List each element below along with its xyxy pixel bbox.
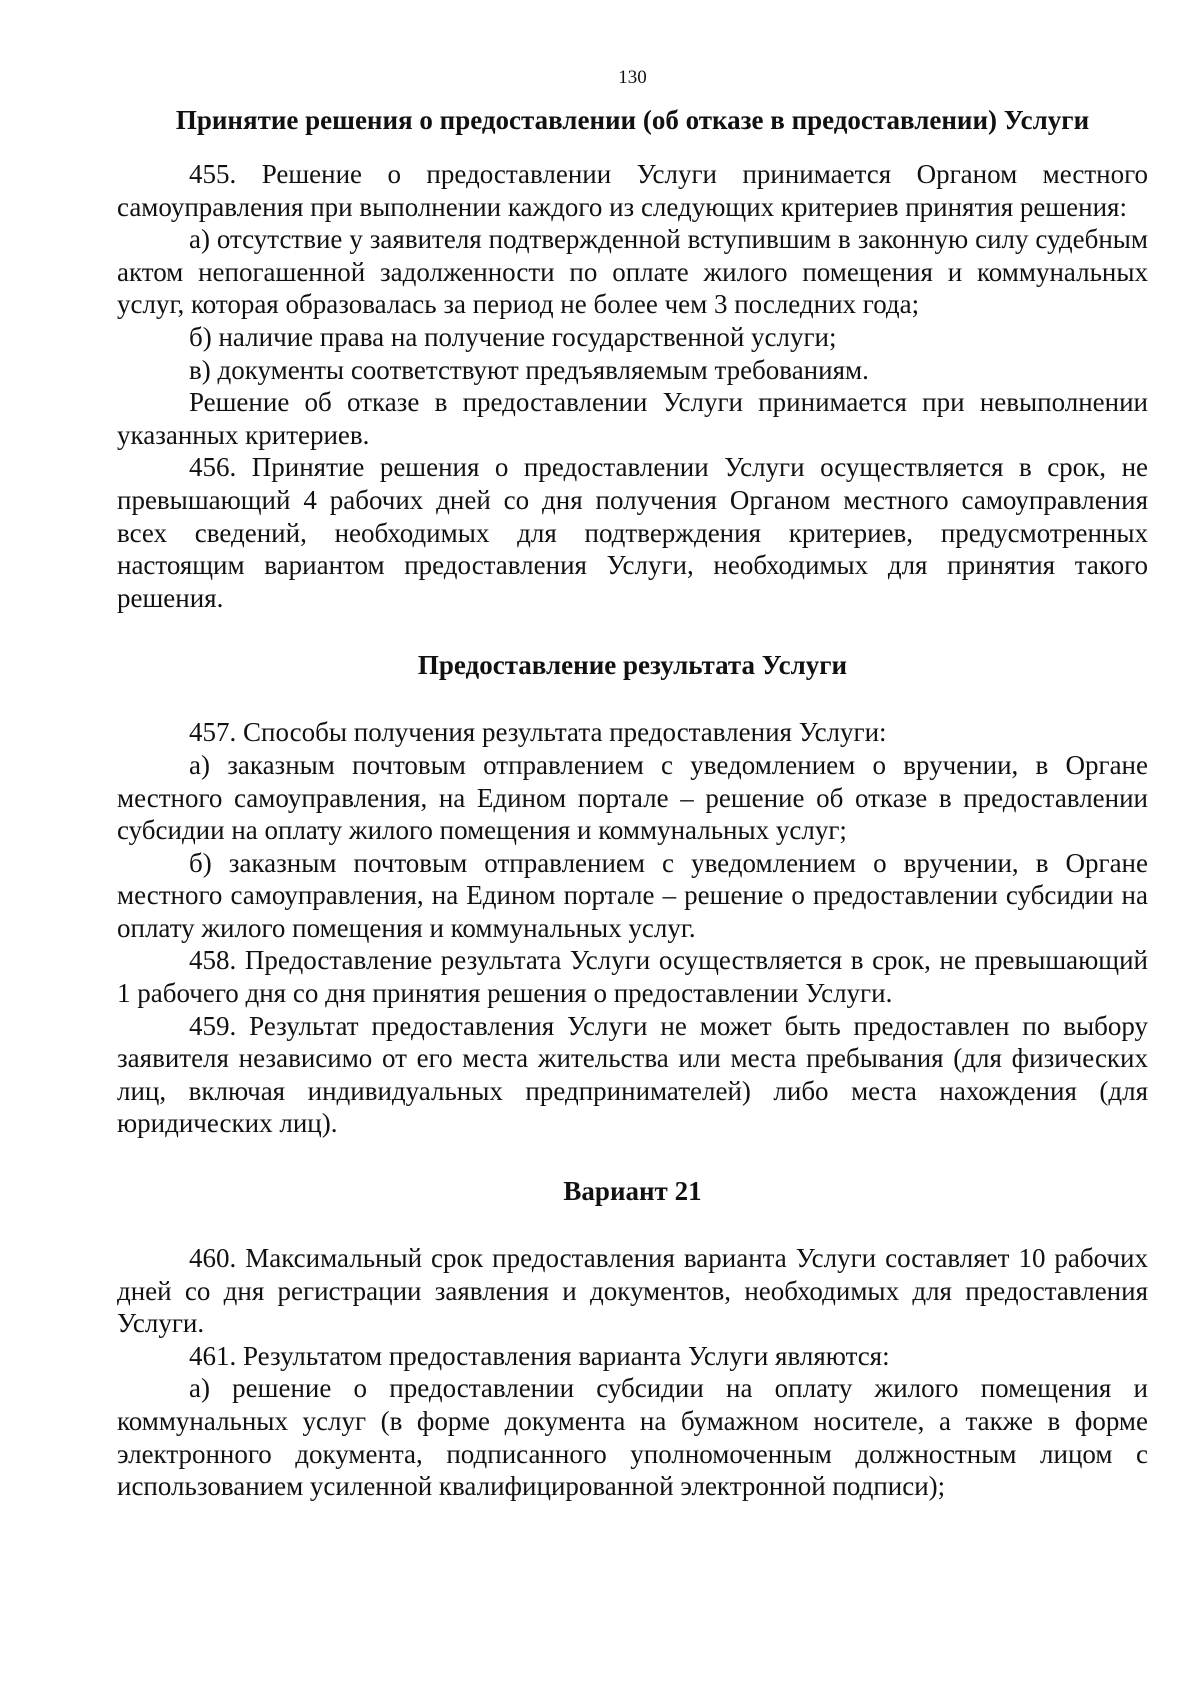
paragraph-459: 459. Результат предоставления Услуги не может быть предоставлен по выбору заявителя независимо от его места жительства или места пребывания (для физических лиц, включая индивидуальных предпринимателей) либо места нахождения (для юридических лиц). <box>117 1010 1148 1139</box>
section-heading-decision: Принятие решения о предоставлении (об отказе в предоставлении) Услуги <box>175 105 1090 135</box>
paragraph-457-b: б) заказным почтовым отправлением с уведомлением о вручении, в Органе местного самоуправления, на Едином портале – решение о предоставлении субсидии на оплату жилого помещения и коммунальных услуг. <box>117 847 1148 943</box>
paragraph-461: 461. Результатом предоставления варианта Услуги являются: <box>189 1340 890 1371</box>
paragraph-455-b: б) наличие права на получение государственной услуги; <box>189 321 837 352</box>
section-heading-result: Предоставление результата Услуги <box>417 650 848 681</box>
paragraph-461-a: а) решение о предоставлении субсидии на оплату жилого помещения и коммунальных услуг (в форме документа на бумажном носителе, а также в форме электронного документа, подписанного уполномоченным должностным лицом с использованием усиленной квалифицированной электронной подписи); <box>117 1373 1148 1502</box>
paragraph-455: 455. Решение о предоставлении Услуги принимается Органом местного самоуправления при выполнении каждого из следующих критериев принятия решения: <box>117 159 1148 222</box>
paragraph-457: 457. Способы получения результата предоставления Услуги: <box>189 717 887 748</box>
paragraph-460: 460. Максимальный срок предоставления варианта Услуги составляет 10 рабочих дней со дня регистрации заявления и документов, необходимых для предоставления Услуги. <box>117 1243 1148 1339</box>
paragraph-458: 458. Предоставление результата Услуги осуществляется в срок, не превышающий 1 рабочего дня со дня принятия решения о предоставлении Услуги. <box>117 945 1148 1009</box>
paragraph-refusal: Решение об отказе в предоставлении Услуги принимается при невыполнении указанных критериев. <box>117 387 1148 450</box>
paragraph-455-v: в) документы соответствуют предъявляемым требованиям. <box>189 354 869 385</box>
document-page <box>117 66 1148 1503</box>
page-number: 130 <box>618 67 647 88</box>
section-heading-variant-21: Вариант 21 <box>563 1176 702 1207</box>
paragraph-455-a: а) отсутствие у заявителя подтвержденной вступившим в законную силу судебным актом непогашенной задолженности по оплате жилого помещения и коммунальных услуг, которая образовалась за период не более чем 3 последних года; <box>117 224 1148 320</box>
paragraph-456: 456. Принятие решения о предоставлении Услуги осуществляется в срок, не превышающий 4 рабочих дней со дня получения Органом местного самоуправления всех сведений, необходимых для подтверждения критериев, предусмотренных настоящим вариантом предоставления Услуги, необходимых для принятия такого решения. <box>117 452 1148 613</box>
paragraph-457-a: а) заказным почтовым отправлением с уведомлением о вручении, в Органе местного самоуправления, на Едином портале – решение об отказе в предоставлении субсидии на оплату жилого помещения и коммунальных услуг; <box>117 749 1148 846</box>
